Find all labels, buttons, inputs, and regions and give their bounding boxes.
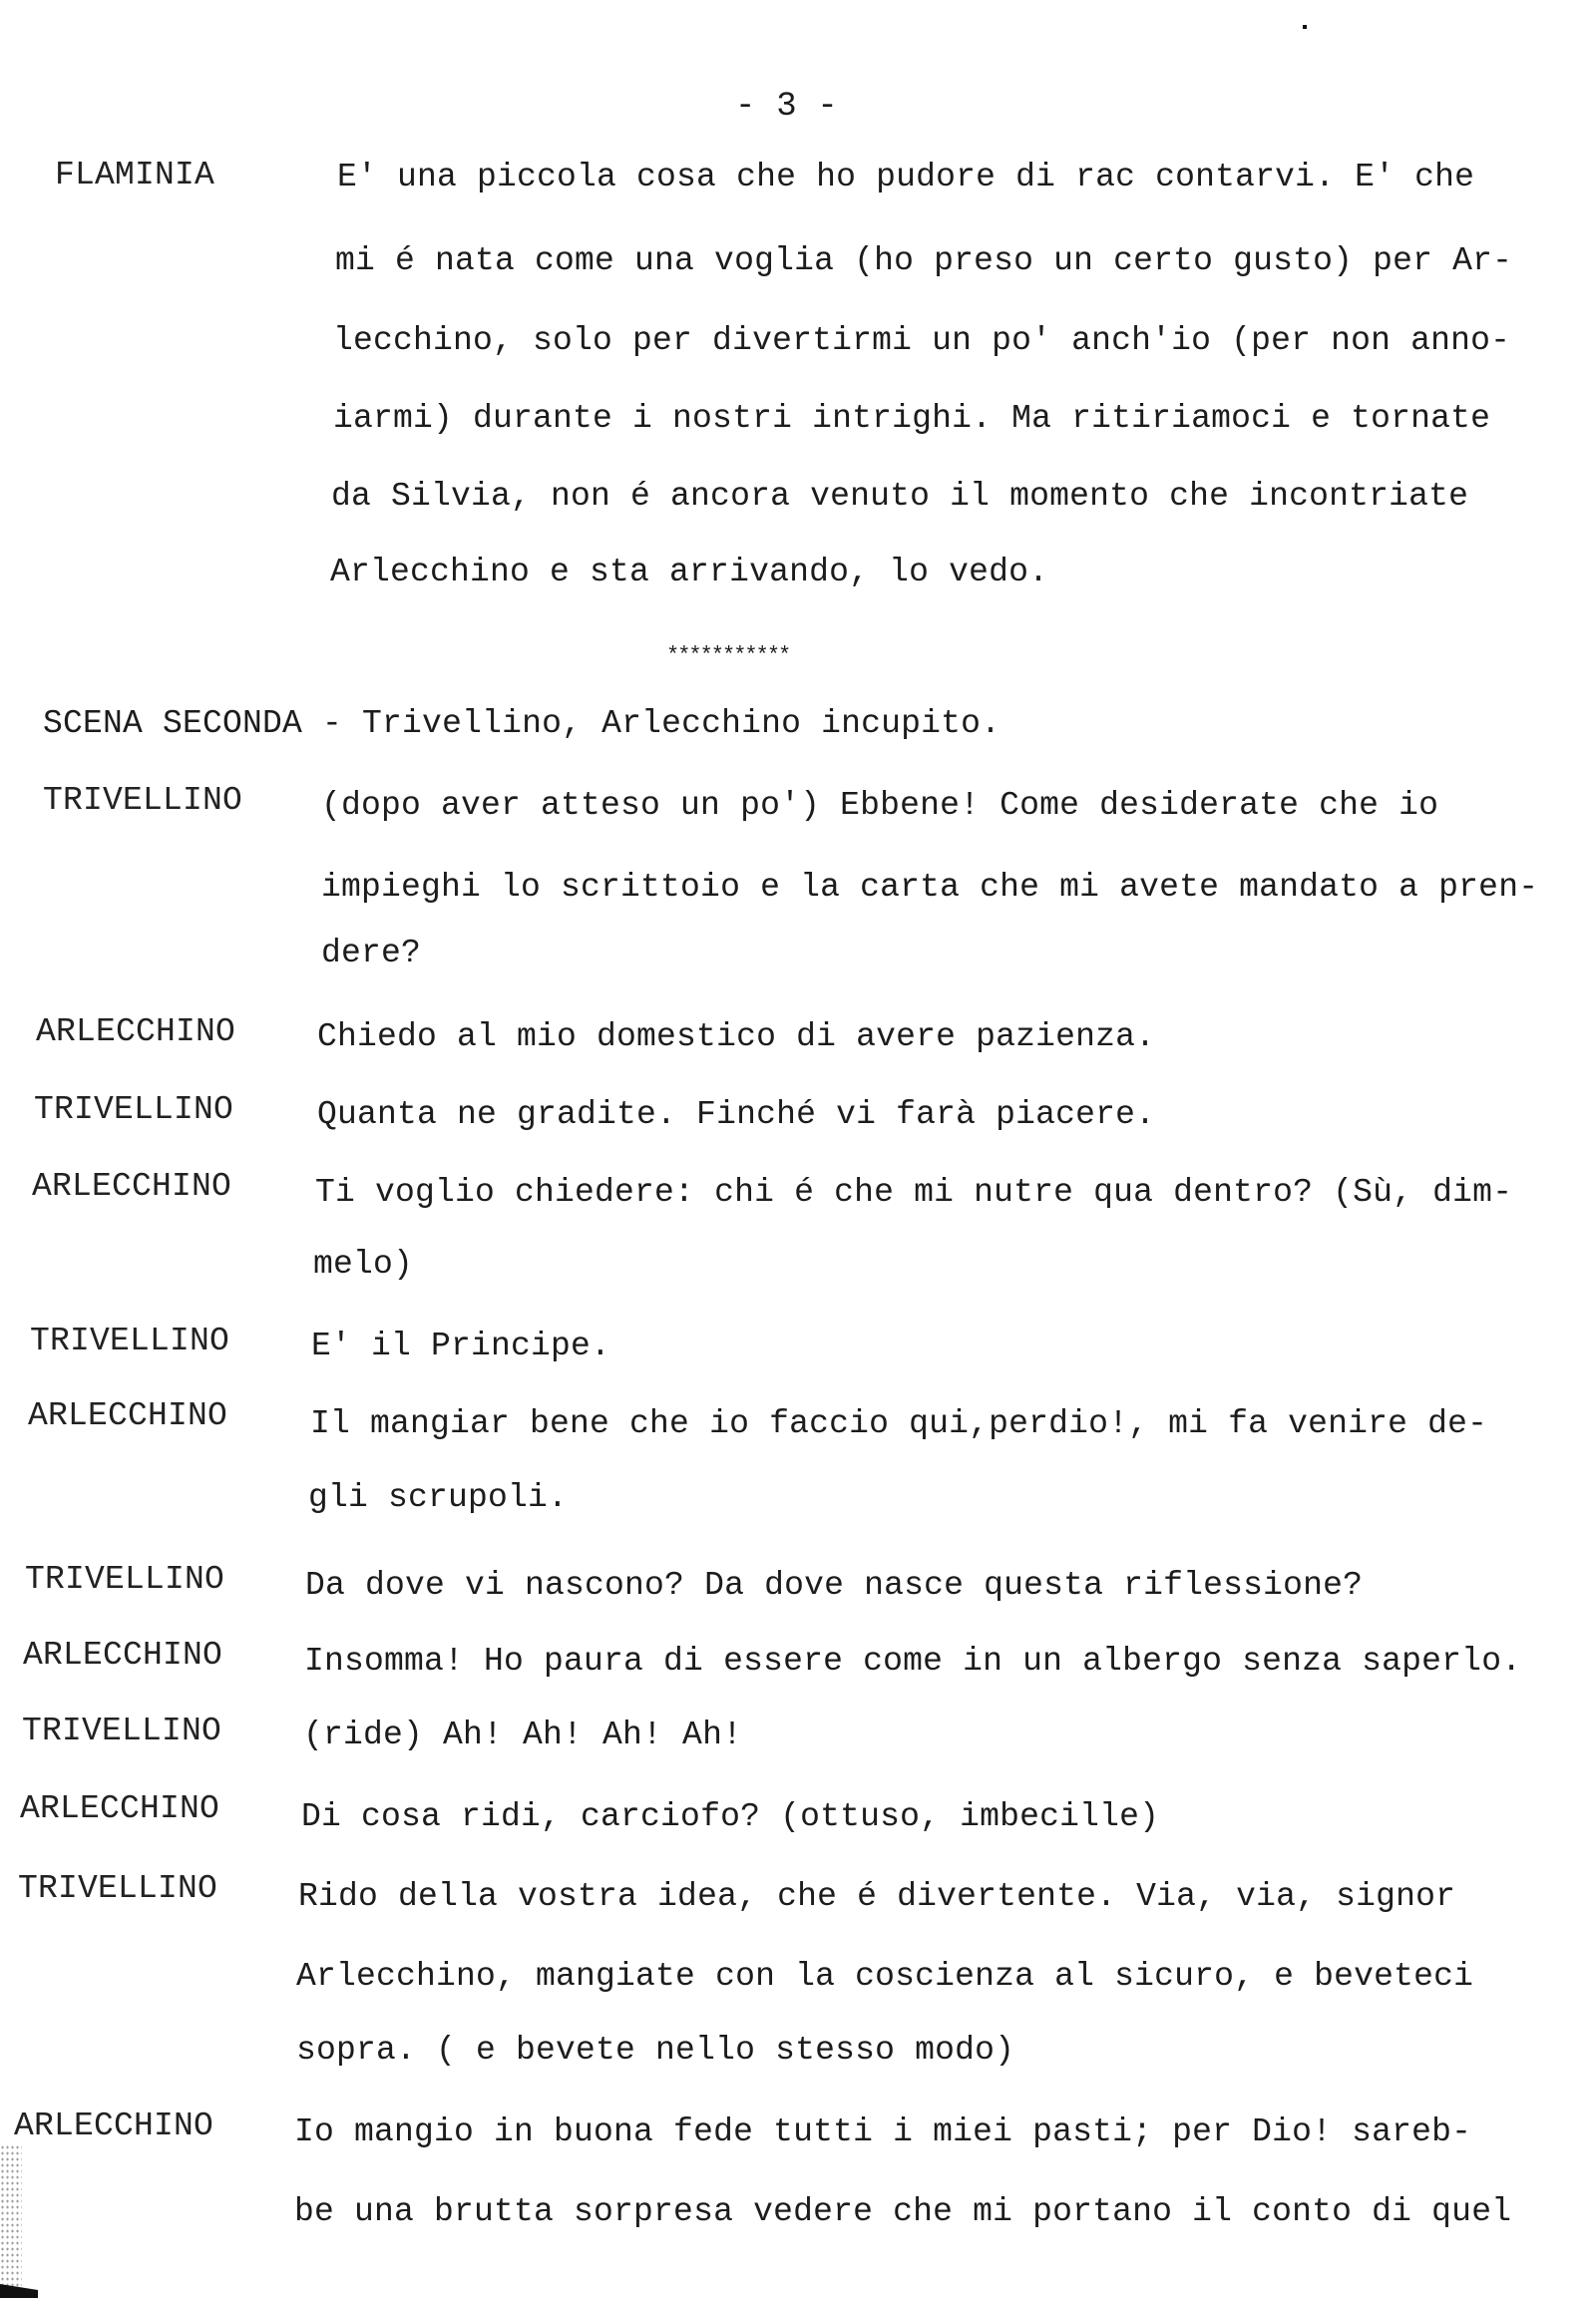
page-number: - 3 -	[735, 88, 839, 126]
dialogue-line: be una brutta sorpresa vedere che mi portano il conto di quel	[294, 2193, 1512, 2230]
speaker-name: ARLECCHINO	[14, 2107, 214, 2144]
dialogue-line: Il mangiar bene che io faccio qui,perdio!, mi fa venire de-	[310, 1405, 1488, 1442]
dialogue-line: (dopo aver atteso un po') Ebbene! Come desiderate che io	[321, 787, 1439, 824]
scan-corner-shadow	[0, 2284, 38, 2298]
dialogue-line: Io mangio in buona fede tutti i miei pasti; per Dio! sareb-	[294, 2113, 1472, 2150]
speaker-name: ARLECCHINO	[36, 1013, 236, 1050]
dialogue-line: lecchino, solo per divertirmi un po' anch'io (per non anno-	[333, 322, 1511, 359]
scan-speck	[1303, 25, 1307, 29]
dialogue-line: gli scrupoli.	[308, 1479, 569, 1516]
dialogue-line: dere?	[321, 935, 422, 971]
dialogue-line: iarmi) durante i nostri intrighi. Ma ritiriamoci e tornate	[333, 400, 1491, 437]
dialogue-line: impieghi lo scrittoio e la carta che mi avete mandato a pren-	[321, 869, 1539, 906]
speaker-name: TRIVELLINO	[25, 1561, 225, 1598]
speaker-name: TRIVELLINO	[34, 1091, 234, 1128]
dialogue-line: Quanta ne gradite. Finché vi farà piacere.	[317, 1096, 1156, 1133]
dialogue-line: sopra. ( e bevete nello stesso modo)	[296, 2032, 1015, 2069]
dialogue-line: da Silvia, non é ancora venuto il momento che incontriate	[331, 478, 1469, 515]
dialogue-line: Arlecchino, mangiate con la coscienza al sicuro, e beveteci	[296, 1958, 1474, 1995]
dialogue-line: Rido della vostra idea, che é divertente. Via, via, signor	[298, 1878, 1456, 1915]
dialogue-line: Di cosa ridi, carciofo? (ottuso, imbecille)	[301, 1798, 1160, 1835]
dialogue-line: (ride) Ah! Ah! Ah! Ah!	[303, 1717, 743, 1753]
dialogue-line: melo)	[313, 1246, 414, 1283]
dialogue-line: Arlecchino e sta arrivando, lo vedo.	[330, 554, 1049, 590]
speaker-name: ARLECCHINO	[28, 1397, 228, 1434]
speaker-name: TRIVELLINO	[18, 1870, 218, 1907]
dialogue-line: Da dove vi nascono? Da dove nasce questa riflessione?	[305, 1567, 1364, 1604]
speaker-name: TRIVELLINO	[30, 1323, 230, 1359]
scan-edge-noise	[0, 2144, 22, 2294]
speaker-name: FLAMINIA	[55, 157, 215, 193]
dialogue-line: E' il Principe.	[311, 1328, 611, 1364]
scene-separator: ***********	[666, 643, 790, 668]
dialogue-line: Ti voglio chiedere: chi é che mi nutre qua dentro? (Sù, dim-	[315, 1174, 1513, 1211]
dialogue-line: Insomma! Ho paura di essere come in un albergo senza saperlo.	[304, 1643, 1522, 1680]
scene-heading: SCENA SECONDA - Trivellino, Arlecchino incupito.	[43, 705, 1001, 742]
dialogue-line: Chiedo al mio domestico di avere pazienza.	[317, 1018, 1156, 1055]
speaker-name: ARLECCHINO	[23, 1637, 223, 1674]
speaker-name: ARLECCHINO	[32, 1168, 232, 1205]
dialogue-line: E' una piccola cosa che ho pudore di rac contarvi. E' che	[337, 159, 1475, 195]
dialogue-line: mi é nata come una voglia (ho preso un certo gusto) per Ar-	[335, 242, 1513, 279]
speaker-name: TRIVELLINO	[22, 1713, 222, 1749]
speaker-name: TRIVELLINO	[43, 782, 243, 819]
speaker-name: ARLECCHINO	[20, 1790, 220, 1827]
